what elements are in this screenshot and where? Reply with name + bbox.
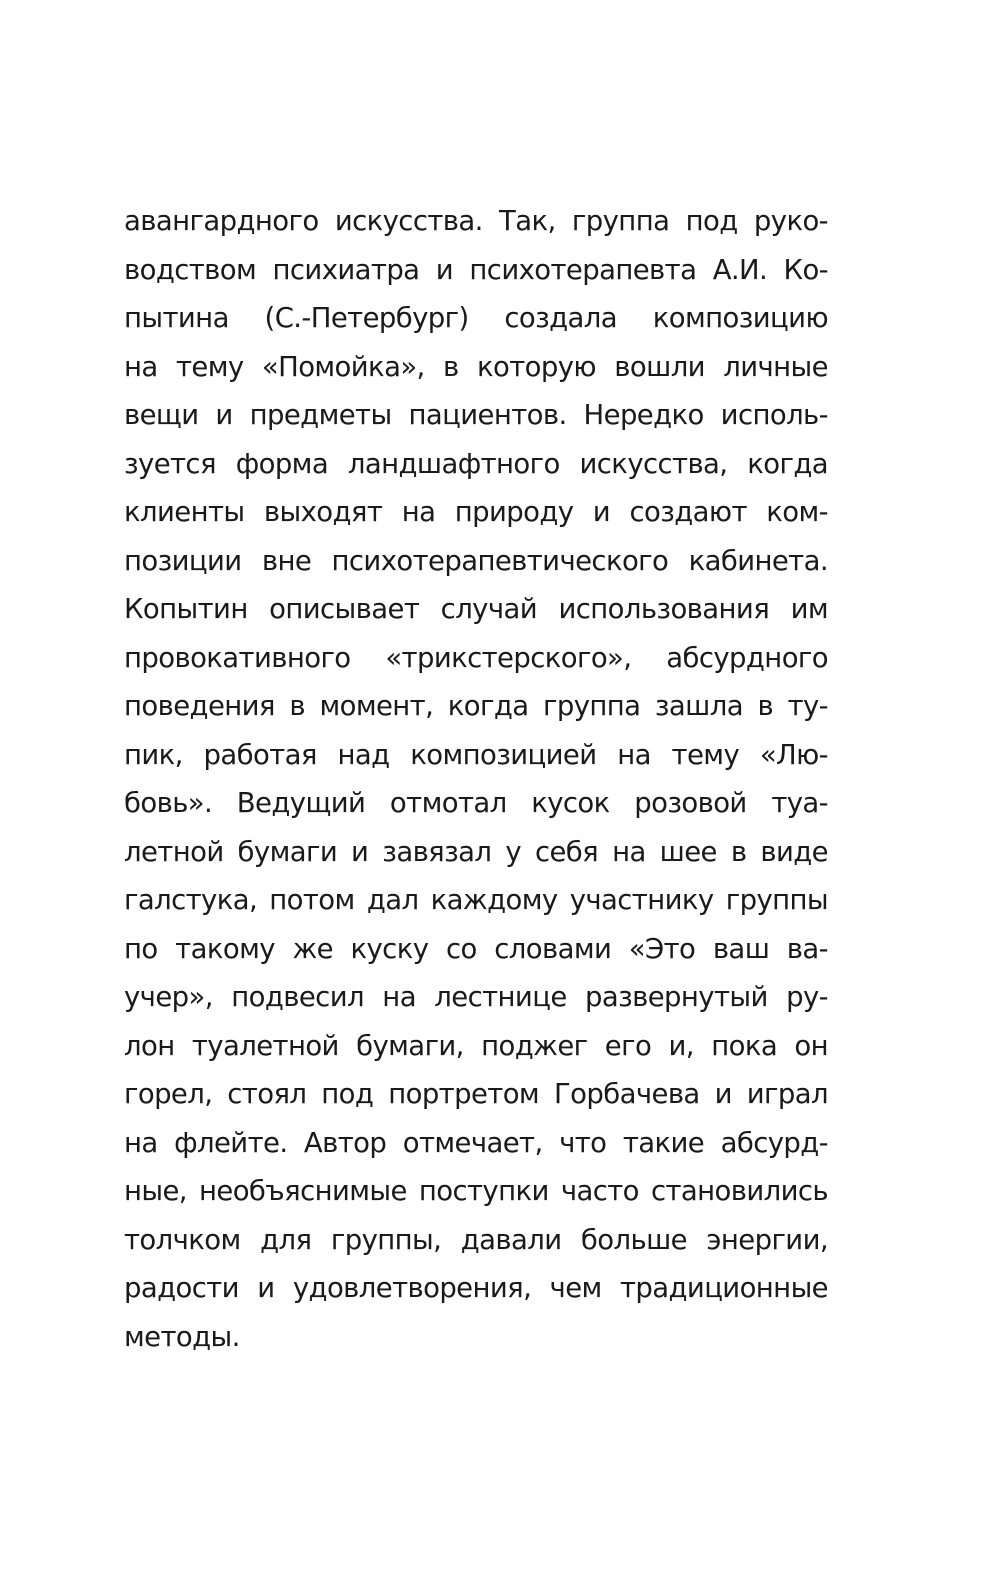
text-line: методы. xyxy=(124,1320,240,1353)
text-line: авангардного искусства. Так, группа под руко- xyxy=(124,205,828,237)
text-line: вещи и предметы пациентов. Нередко исполь- xyxy=(124,399,828,431)
text-line: Копытин описывает случай использования им xyxy=(124,593,828,625)
text-line: на флейте. Автор отмечает, что такие абсурд- xyxy=(124,1126,828,1159)
text-line: провокативного «трикстерского», абсурдного xyxy=(124,641,828,674)
text-line: толчком для группы, давали больше энергии, xyxy=(124,1223,828,1256)
text-line: пытина (С.-Петербург) создала композицию xyxy=(124,302,828,334)
text-line: поведения в момент, когда группа зашла в ту- xyxy=(124,690,828,722)
text-line: учер», подвесил на лестнице развернутый ру- xyxy=(124,981,828,1013)
text-line: водством психиатра и психотерапевта А.И. Ко- xyxy=(124,253,828,286)
text-line: галстука, потом дал каждому участнику группы xyxy=(124,884,828,916)
text-line: позиции вне психотерапевтического кабинета. xyxy=(124,544,828,577)
text-line: летной бумаги и завязал у себя на шее в виде xyxy=(124,835,828,868)
text-line: на тему «Помойка», в которую вошли личные xyxy=(124,350,828,383)
text-line: зуется форма ландшафтного искусства, когда xyxy=(124,447,828,480)
text-line: клиенты выходят на природу и создают ком- xyxy=(124,496,828,528)
text-line: по такому же куску со словами «Это ваш ва- xyxy=(124,932,828,965)
text-line: радости и удовлетворения, чем традиционные xyxy=(124,1272,828,1304)
text-line: горел, стоял под портретом Горбачева и играл xyxy=(124,1078,828,1110)
text-line: ные, необъяснимые поступки часто становились xyxy=(124,1175,828,1207)
body-text xyxy=(124,197,828,1361)
text-line: бовь». Ведущий отмотал кусок розовой туа- xyxy=(124,787,828,819)
text-line: пик, работая над композицией на тему «Лю- xyxy=(124,738,828,771)
text-line: лон туалетной бумаги, поджег его и, пока он xyxy=(124,1029,828,1062)
